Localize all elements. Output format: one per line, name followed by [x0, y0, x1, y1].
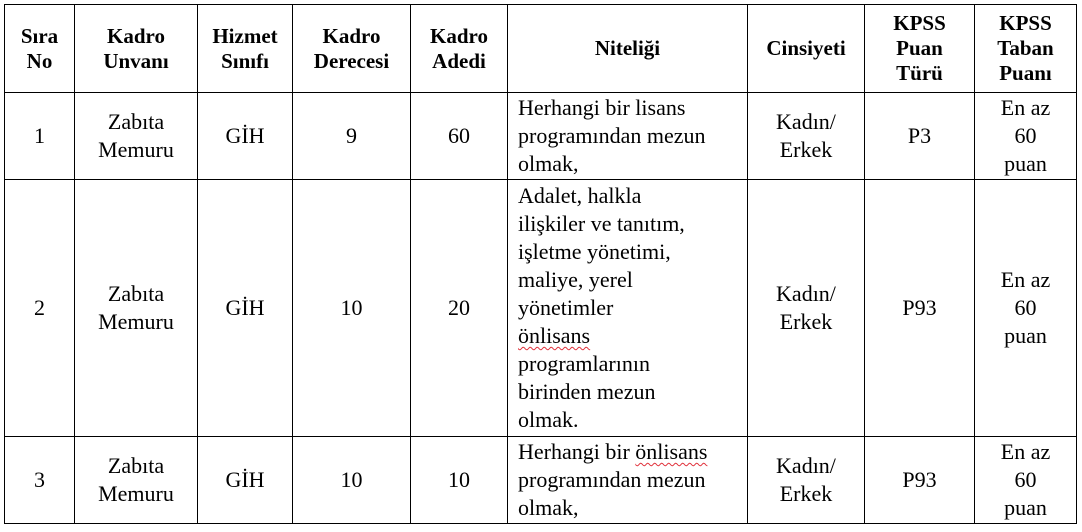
header-kadro-unvani: Kadro Unvanı [75, 5, 198, 93]
header-cinsiyeti: Cinsiyeti [748, 5, 865, 93]
table-row [5, 437, 1077, 524]
table-row [5, 180, 1077, 437]
cell-kpss-taban-puani: En az 60 puan [975, 93, 1077, 180]
kadro-table [4, 4, 1077, 524]
nitelik-text: programlarının birinden mezun olmak. [518, 351, 656, 432]
nitelik-text: Herhangi bir lisans programından mezun olmak, [518, 95, 706, 176]
header-sira-no: Sıra No [5, 5, 75, 93]
cell-kpss-puan-turu: P93 [865, 437, 975, 524]
cell-hizmet-sinifi: GİH [198, 180, 293, 437]
cell-kadro-adedi: 10 [411, 437, 508, 524]
cell-kadro-derecesi: 10 [293, 437, 411, 524]
nitelik-text: Herhangi bir [518, 439, 636, 464]
cell-sira-no: 1 [5, 93, 75, 180]
spellcheck-flagged-word: önlisans [635, 439, 708, 464]
cell-kadro-derecesi: 10 [293, 180, 411, 437]
cell-kadro-adedi: 20 [411, 180, 508, 437]
cell-kadro-adedi: 60 [411, 93, 508, 180]
cell-niteligi [508, 93, 748, 180]
cell-cinsiyeti: Kadın/ Erkek [748, 180, 865, 437]
cell-sira-no: 3 [5, 437, 75, 524]
cell-kpss-puan-turu: P93 [865, 180, 975, 437]
cell-kpss-puan-turu: P3 [865, 93, 975, 180]
cell-niteligi [508, 437, 748, 524]
header-kpss-puan-turu: KPSS Puan Türü [865, 5, 975, 93]
cell-cinsiyeti: Kadın/ Erkek [748, 93, 865, 180]
header-kadro-adedi: Kadro Adedi [411, 5, 508, 93]
nitelik-text: Adalet, halkla ilişkiler ve tanıtım, işletme yönetimi, maliye, yerel yönetimler [518, 183, 685, 320]
cell-kadro-unvani: Zabıta Memuru [75, 93, 198, 180]
cell-kadro-unvani: Zabıta Memuru [75, 437, 198, 524]
cell-hizmet-sinifi: GİH [198, 437, 293, 524]
table-row [5, 93, 1077, 180]
cell-cinsiyeti: Kadın/ Erkek [748, 437, 865, 524]
cell-niteligi [508, 180, 748, 437]
nitelik-text: programından mezun olmak, [518, 467, 706, 520]
cell-kpss-taban-puani: En az 60 puan [975, 180, 1077, 437]
cell-hizmet-sinifi: GİH [198, 93, 293, 180]
header-kadro-derecesi: Kadro Derecesi [293, 5, 411, 93]
header-row [5, 5, 1077, 93]
cell-kpss-taban-puani: En az 60 puan [975, 437, 1077, 524]
header-niteligi: Niteliği [508, 5, 748, 93]
header-kpss-taban-puani: KPSS Taban Puanı [975, 5, 1077, 93]
spellcheck-flagged-word: önlisans [518, 323, 591, 348]
cell-kadro-derecesi: 9 [293, 93, 411, 180]
header-hizmet-sinifi: Hizmet Sınıfı [198, 5, 293, 93]
cell-kadro-unvani: Zabıta Memuru [75, 180, 198, 437]
cell-sira-no: 2 [5, 180, 75, 437]
